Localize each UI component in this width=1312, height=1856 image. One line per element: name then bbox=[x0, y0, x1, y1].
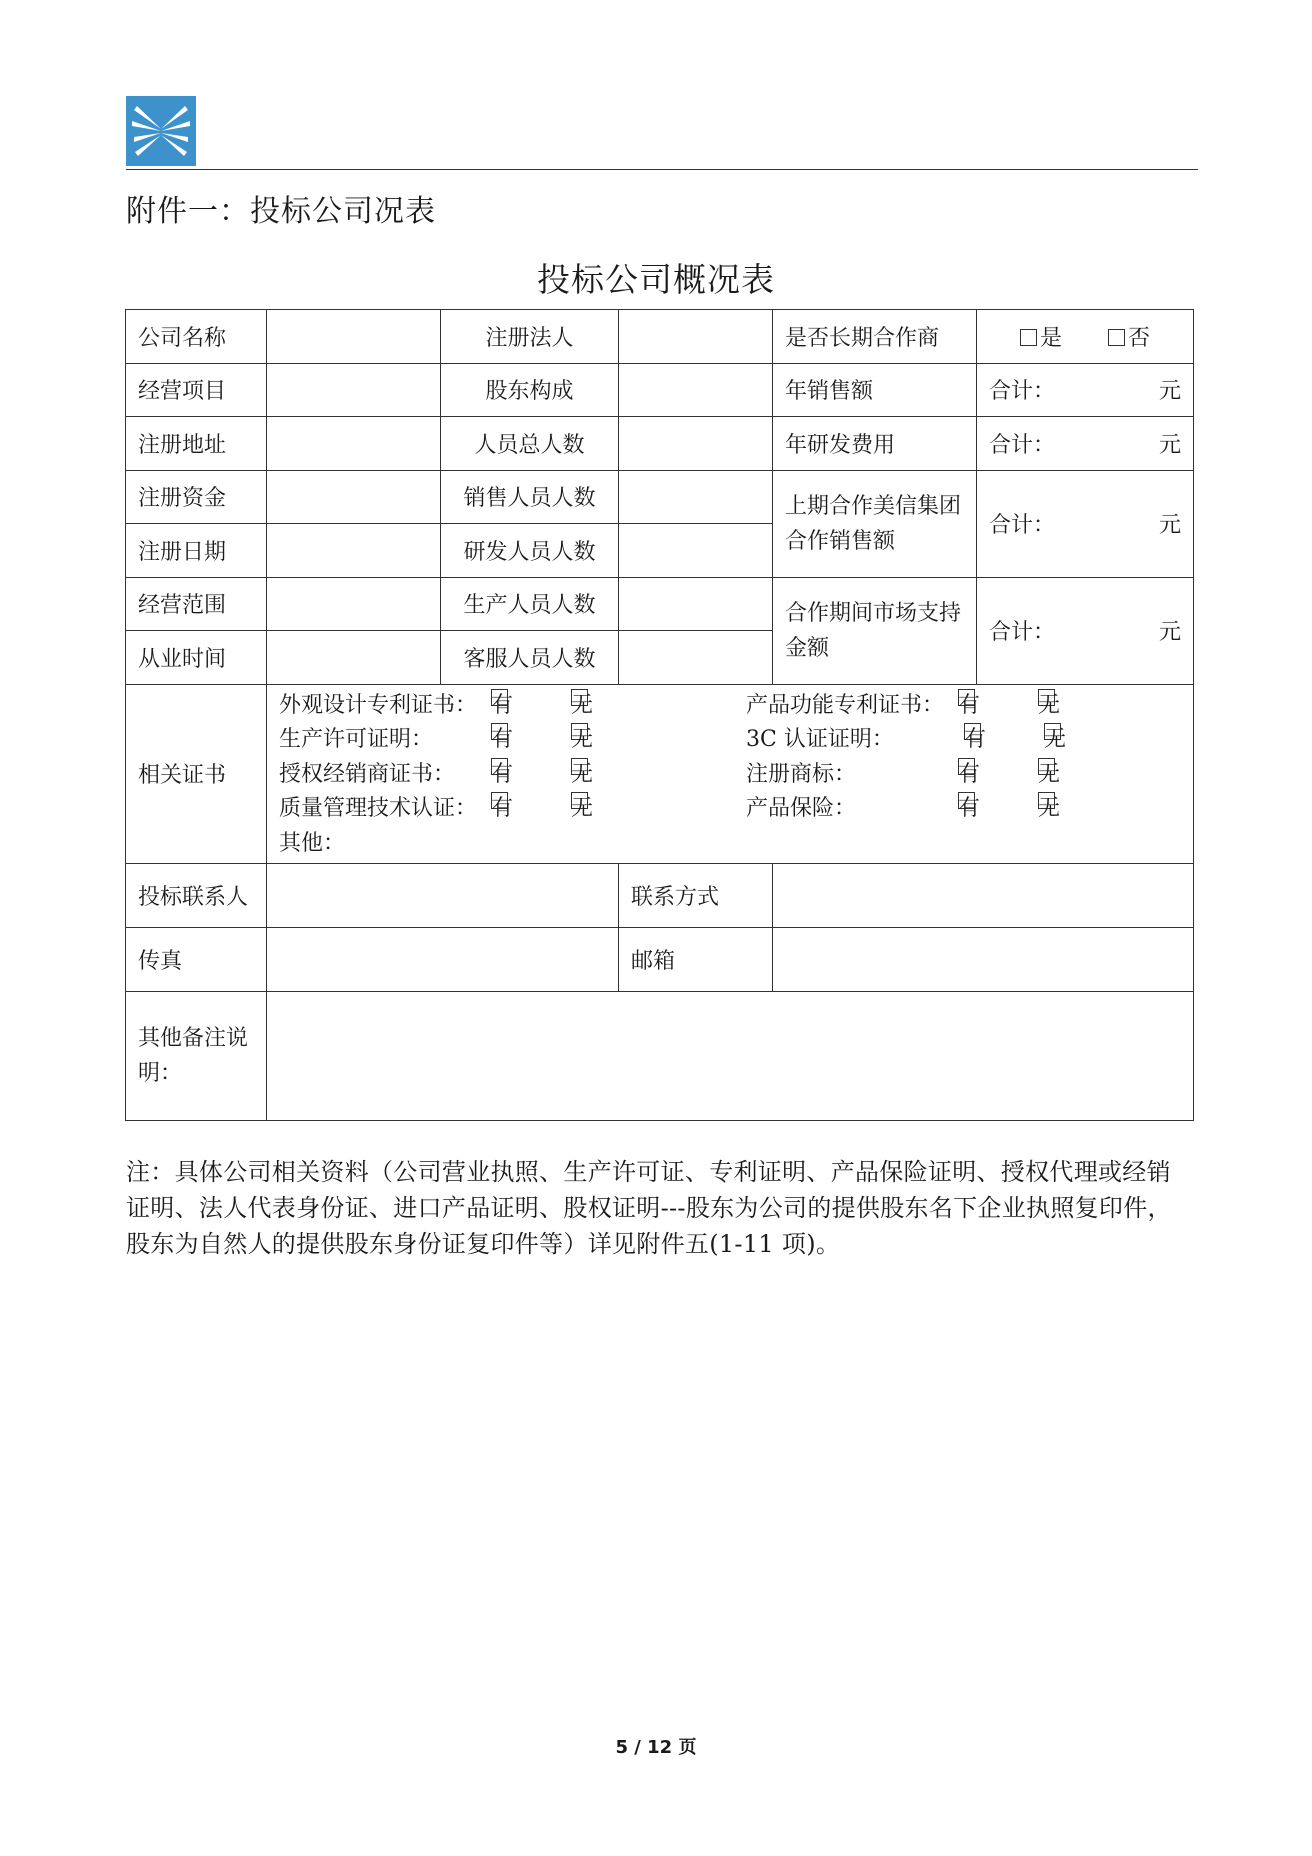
contact-method-label: 联系方式 bbox=[619, 864, 773, 928]
contact-person-label: 投标联系人 bbox=[126, 864, 267, 928]
total-staff-field[interactable] bbox=[619, 417, 773, 471]
cs-staff-field[interactable] bbox=[619, 631, 773, 685]
sales-staff-label: 销售人员人数 bbox=[441, 470, 619, 524]
certs-cell bbox=[267, 684, 1194, 864]
cert-row: 授权经销商证书： 有 无 注册商标： 有 无 bbox=[279, 758, 1181, 793]
total-staff-label: 人员总人数 bbox=[441, 417, 619, 471]
prev-coop-sales-label: 上期合作美信集团合作销售额 bbox=[773, 470, 977, 577]
partner-yes-option[interactable]: 是 bbox=[1020, 321, 1062, 352]
checkbox-icon bbox=[1020, 329, 1037, 346]
business-scope-label: 经营范围 bbox=[126, 577, 267, 631]
fax-label: 传真 bbox=[126, 928, 267, 992]
reg-capital-field[interactable] bbox=[267, 470, 441, 524]
business-scope-field[interactable] bbox=[267, 577, 441, 631]
company-name-label: 公司名称 bbox=[126, 310, 267, 364]
business-items-field[interactable] bbox=[267, 363, 441, 417]
company-logo-icon bbox=[126, 96, 196, 166]
cert-others[interactable]: 其他： bbox=[279, 830, 346, 856]
company-overview-table bbox=[125, 309, 1194, 1121]
long-term-partner-options bbox=[977, 310, 1194, 364]
table-title: 投标公司概况表 bbox=[537, 260, 775, 299]
rd-staff-label: 研发人员人数 bbox=[441, 524, 619, 578]
header-rule bbox=[126, 169, 1198, 170]
shareholders-field[interactable] bbox=[619, 363, 773, 417]
annual-sales-label: 年销售额 bbox=[773, 363, 977, 417]
years-in-business-field[interactable] bbox=[267, 631, 441, 685]
business-items-label: 经营项目 bbox=[126, 363, 267, 417]
partner-no-option[interactable]: 否 bbox=[1108, 321, 1150, 352]
prev-coop-sales-field[interactable]: 合计： 元 bbox=[977, 470, 1194, 577]
sales-staff-field[interactable] bbox=[619, 470, 773, 524]
years-in-business-label: 从业时间 bbox=[126, 631, 267, 685]
page-number: 5 / 12 页 bbox=[615, 1737, 697, 1758]
annual-rd-field[interactable]: 合计： 元 bbox=[977, 417, 1194, 471]
cert-row: 质量管理技术认证： 有 无 产品保险： 有 无 bbox=[279, 792, 1181, 827]
checkbox-icon bbox=[1108, 329, 1125, 346]
remarks-field[interactable] bbox=[267, 992, 1194, 1121]
certs-label: 相关证书 bbox=[126, 684, 267, 864]
reg-capital-label: 注册资金 bbox=[126, 470, 267, 524]
email-label: 邮箱 bbox=[619, 928, 773, 992]
legal-rep-field[interactable] bbox=[619, 310, 773, 364]
annual-sales-field[interactable]: 合计： 元 bbox=[977, 363, 1194, 417]
reg-date-label: 注册日期 bbox=[126, 524, 267, 578]
cert-row: 外观设计专利证书： 有 无 产品功能专利证书： 有 无 bbox=[279, 689, 1181, 724]
prod-staff-field[interactable] bbox=[619, 577, 773, 631]
note-paragraph: 注：具体公司相关资料（公司营业执照、生产许可证、专利证明、产品保险证明、授权代理或经销证明、法人代表身份证、进口产品证明、股权证明---股东为公司的提供股东名下企业执照复印件，股东为自然人的提供股东身份证复印件等）详见附件五(1-11 项)。 bbox=[126, 1158, 1172, 1258]
contact-method-field[interactable] bbox=[773, 864, 1194, 928]
attachment-heading: 附件一：投标公司况表 bbox=[126, 194, 436, 229]
rd-staff-field[interactable] bbox=[619, 524, 773, 578]
remarks-label: 其他备注说明： bbox=[126, 992, 267, 1121]
prod-staff-label: 生产人员人数 bbox=[441, 577, 619, 631]
email-field[interactable] bbox=[773, 928, 1194, 992]
market-support-field[interactable]: 合计： 元 bbox=[977, 577, 1194, 684]
company-name-field[interactable] bbox=[267, 310, 441, 364]
reg-address-field[interactable] bbox=[267, 417, 441, 471]
market-support-label: 合作期间市场支持金额 bbox=[773, 577, 977, 684]
cs-staff-label: 客服人员人数 bbox=[441, 631, 619, 685]
fax-field[interactable] bbox=[267, 928, 619, 992]
shareholders-label: 股东构成 bbox=[441, 363, 619, 417]
legal-rep-label: 注册法人 bbox=[441, 310, 619, 364]
cert-row: 生产许可证明： 有 无 3C 认证证明： 有 无 bbox=[279, 723, 1181, 758]
contact-person-field[interactable] bbox=[267, 864, 619, 928]
reg-date-field[interactable] bbox=[267, 524, 441, 578]
reg-address-label: 注册地址 bbox=[126, 417, 267, 471]
annual-rd-label: 年研发费用 bbox=[773, 417, 977, 471]
long-term-partner-label: 是否长期合作商 bbox=[773, 310, 977, 364]
